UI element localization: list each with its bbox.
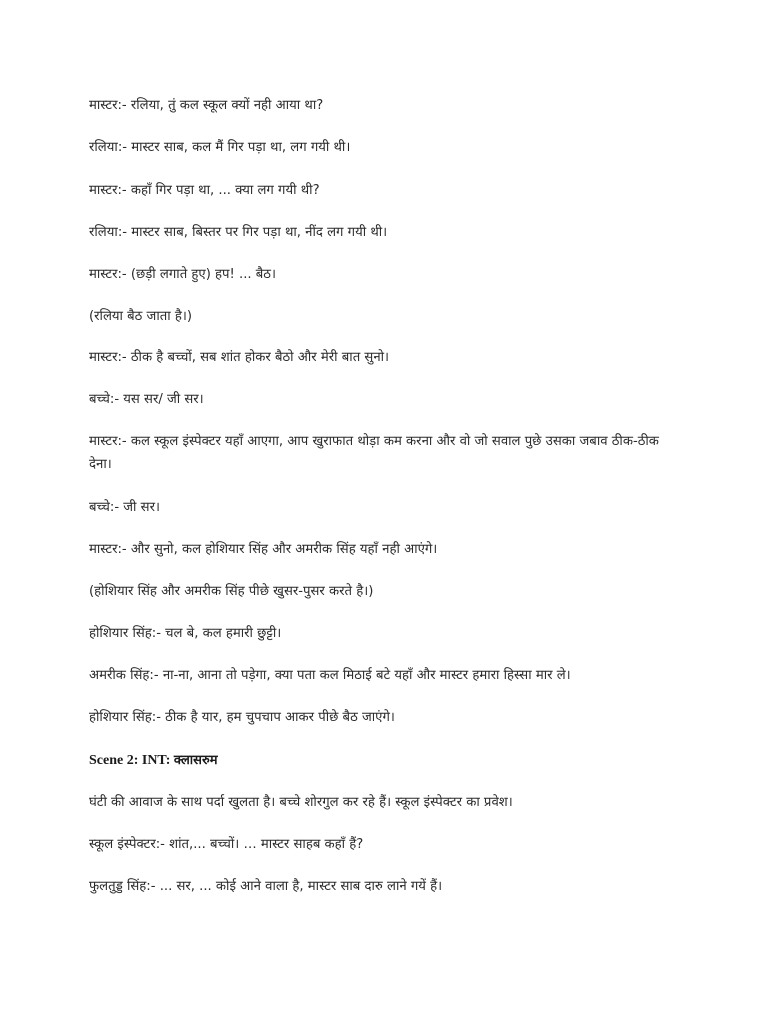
- dialogue-line-6: मास्टर:- ठीक है बच्चों, सब शांत होकर बैठो और मेरी बात सुनो।: [89, 350, 390, 365]
- dialogue-line-9: बच्चे:- जी सर।: [89, 500, 160, 515]
- stage-direction-2: (होशियार सिंह और अमरीक सिंह पीछे खुसर-पुसर करते है।): [89, 584, 374, 599]
- dialogue-line-2: रलिया:- मास्टर साब, कल मैं गिर पड़ा था, लग गयी थी।: [89, 140, 351, 155]
- dialogue-line-8: मास्टर:- कल स्कूल इंस्पेक्टर यहाँ आएगा, आप खुराफात थोड़ा कम करना और वो जो सवाल पुछे उसका जबाव ठीक-ठीक देना।: [89, 434, 659, 472]
- dialogue-line-15: फुलतुड्ड सिंह:- ... सर, ... कोई आने वाला है, मास्टर साब दारु लाने गयें हैं।: [89, 879, 443, 894]
- dialogue-line-4: रलिया:- मास्टर साब, बिस्तर पर गिर पड़ा था, नींद लग गयी थी।: [89, 225, 388, 240]
- stage-direction-1: (रलिया बैठ जाता है।): [89, 309, 193, 324]
- dialogue-line-5: मास्टर:- (छड़ी लगाते हुए) हप! ... बैठ।: [89, 267, 276, 282]
- dialogue-line-12: अमरीक सिंह:- ना-ना, आना तो पड़ेगा, क्या पता कल मिठाई बटे यहाँ और मास्टर हमारा हिस्सा मार ले।: [89, 668, 571, 683]
- dialogue-line-14: स्कूल इंस्पेक्टर:- शांत,... बच्चों। … मास्टर साहब कहाँ हैं?: [89, 837, 364, 852]
- scene-heading-location: क्लासरुम: [173, 753, 218, 768]
- dialogue-line-3: मास्टर:- कहाँ गिर पड़ा था, ... क्या लग गयी थी?: [89, 183, 320, 198]
- dialogue-line-13: होशियार सिंह:- ठीक है यार, हम चुपचाप आकर पीछे बैठ जाएंगे।: [89, 710, 395, 725]
- scene-heading: [89, 749, 674, 772]
- dialogue-line-10: मास्टर:- और सुनो, कल होशियार सिंह और अमरीक सिंह यहाँ नही आएंगे।: [89, 542, 438, 557]
- dialogue-line-11: होशियार सिंह:- चल बे, कल हमारी छुट्टी।: [89, 626, 282, 641]
- dialogue-line-7: बच्चे:- यस सर/ जी सर।: [89, 392, 204, 407]
- dialogue-line-1: मास्टर:- रलिया, तुं कल स्कूल क्यों नही आया था?: [89, 98, 324, 113]
- scene-heading-prefix: Scene 2: INT:: [89, 753, 174, 768]
- stage-direction-3: घंटी की आवाज के साथ पर्दा खुलता है। बच्चे शोरगुल कर रहे हैं। स्कूल इंस्पेक्टर का प्रवेश।: [89, 795, 513, 810]
